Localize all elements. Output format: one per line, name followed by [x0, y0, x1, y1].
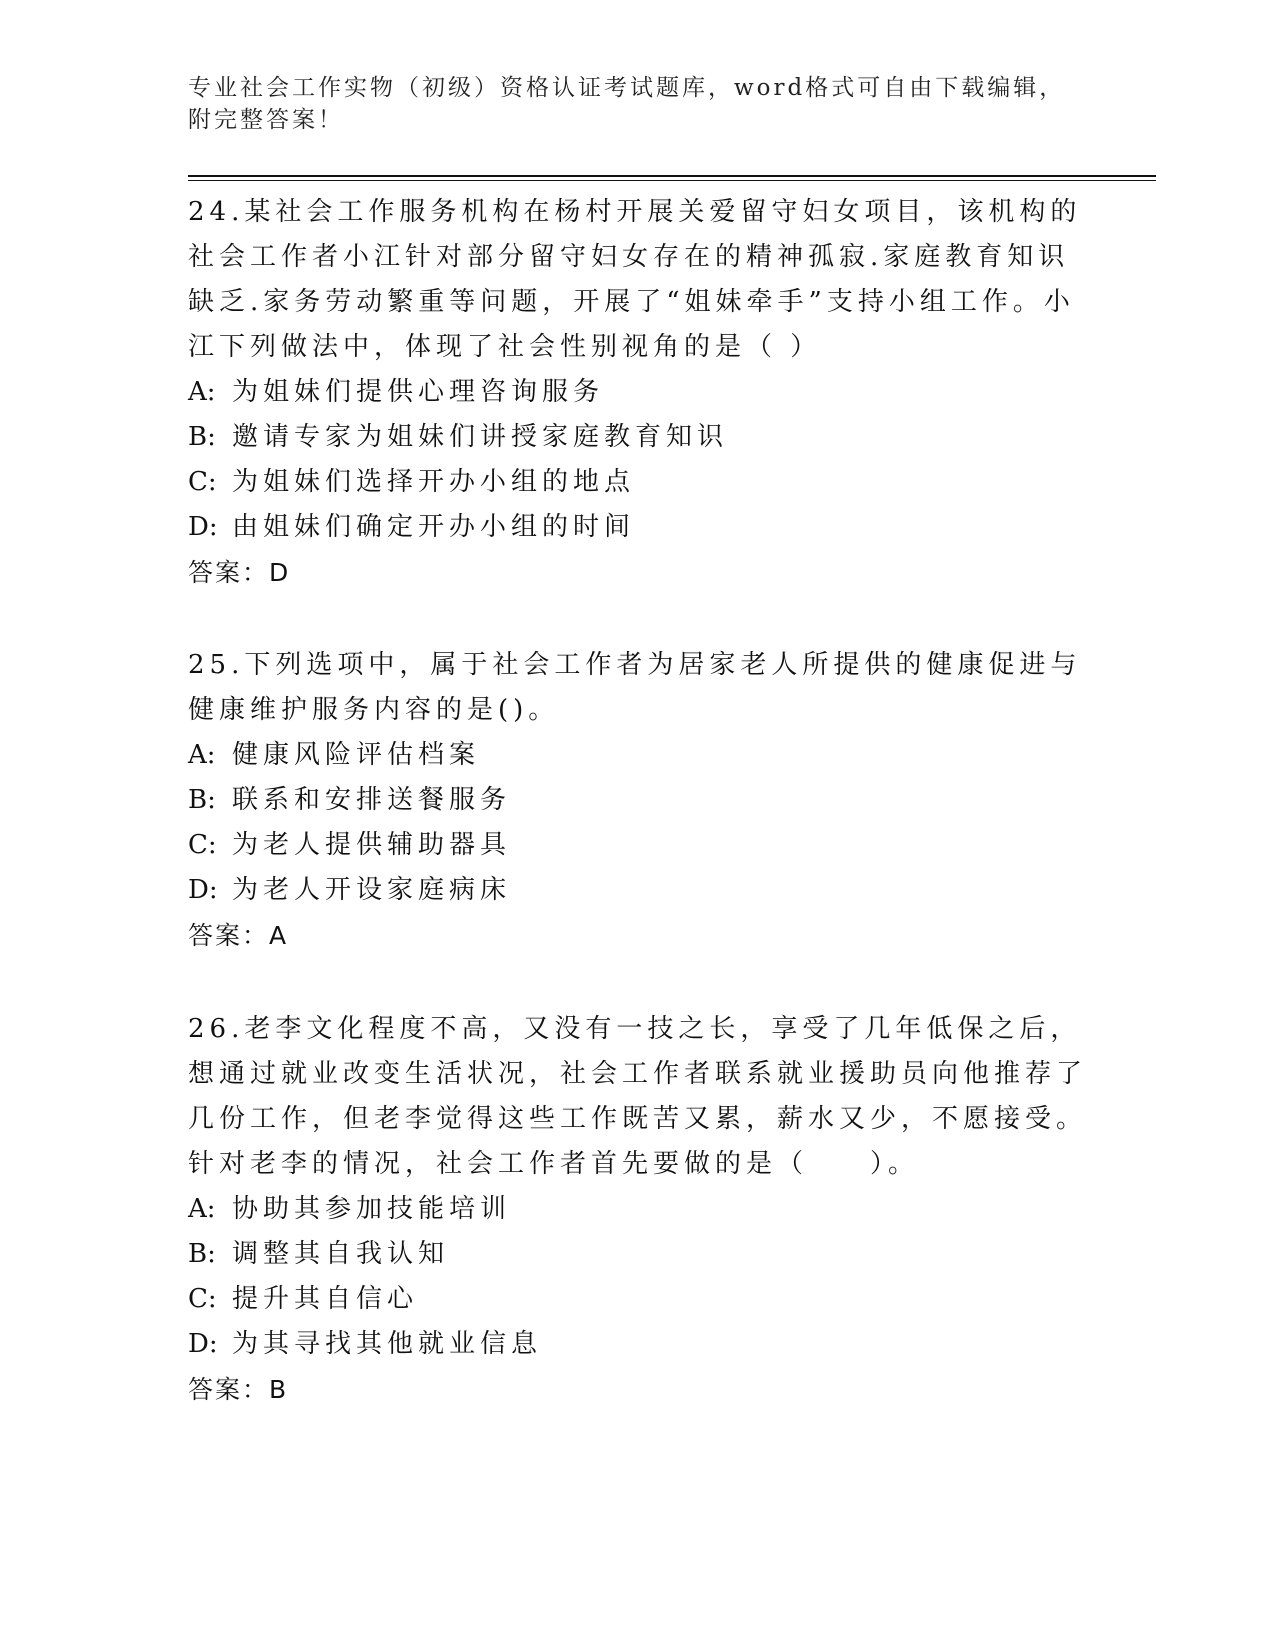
question-stem: 25.下列选项中，属于社会工作者为居家老人所提供的健康促进与健康维护服务内容的是()。	[188, 650, 1082, 725]
option-b	[188, 1232, 1088, 1277]
question-24	[188, 190, 1088, 595]
option-text: 为姐妹们选择开办小组的地点	[232, 467, 636, 497]
option-b	[188, 778, 1088, 823]
option-letter: D:	[188, 1329, 218, 1359]
answer-line: 答案：A	[188, 921, 289, 950]
header-divider-thick	[188, 175, 1156, 177]
question-stem: 26.老李文化程度不高，又没有一技之长，享受了几年低保之后，想通过就业改变生活状况，社会工作者联系就业援助员向他推荐了几份工作，但老李觉得这些工作既苦又累，薪水又少，不愿接受。针对老李的情况，社会工作者首先要做的是（ ）。	[188, 1014, 1088, 1179]
option-letter: A:	[188, 1194, 216, 1224]
option-letter: B:	[188, 785, 216, 815]
option-letter: C:	[188, 830, 217, 860]
option-text: 为老人开设家庭病床	[232, 875, 512, 905]
option-text: 调整其自我认知	[232, 1239, 450, 1269]
option-text: 为姐妹们提供心理咨询服务	[232, 377, 605, 407]
question-25	[188, 643, 1088, 958]
option-letter: B:	[188, 1239, 216, 1269]
answer-line: 答案：D	[188, 558, 291, 587]
option-letter: C:	[188, 467, 217, 497]
option-c	[188, 823, 1088, 868]
option-text: 提升其自信心	[232, 1284, 419, 1314]
header-divider-thin	[188, 180, 1156, 181]
option-text: 为其寻找其他就业信息	[232, 1329, 543, 1359]
option-d	[188, 868, 1088, 913]
option-text: 联系和安排送餐服务	[232, 785, 512, 815]
option-letter: B:	[188, 422, 216, 452]
option-text: 为老人提供辅助器具	[232, 830, 512, 860]
option-d	[188, 1322, 1088, 1367]
option-c	[188, 1277, 1088, 1322]
question-stem: 24.某社会工作服务机构在杨村开展关爱留守妇女项目，该机构的社会工作者小江针对部分留守妇女存在的精神孤寂.家庭教育知识缺乏.家务劳动繁重等问题，开展了“姐妹牵手”支持小组工作。小江下列做法中，体现了社会性别视角的是（ ）	[188, 197, 1082, 362]
option-a	[188, 370, 1088, 415]
option-text: 由姐妹们确定开办小组的时间	[232, 512, 636, 542]
option-d	[188, 505, 1088, 550]
answer-line: 答案：B	[188, 1375, 289, 1404]
option-letter: A:	[188, 740, 216, 770]
option-a	[188, 1187, 1088, 1232]
option-a	[188, 733, 1088, 778]
option-c	[188, 460, 1088, 505]
option-b	[188, 415, 1088, 460]
option-letter: C:	[188, 1284, 217, 1314]
option-letter: A:	[188, 377, 216, 407]
question-26	[188, 1007, 1088, 1412]
option-text: 邀请专家为姐妹们讲授家庭教育知识	[232, 422, 729, 452]
option-text: 健康风险评估档案	[232, 740, 481, 770]
option-text: 协助其参加技能培训	[232, 1194, 512, 1224]
document-header: 专业社会工作实物（初级）资格认证考试题库，word格式可自由下载编辑，附完整答案！	[188, 75, 1066, 133]
option-letter: D:	[188, 512, 218, 542]
option-letter: D:	[188, 875, 218, 905]
